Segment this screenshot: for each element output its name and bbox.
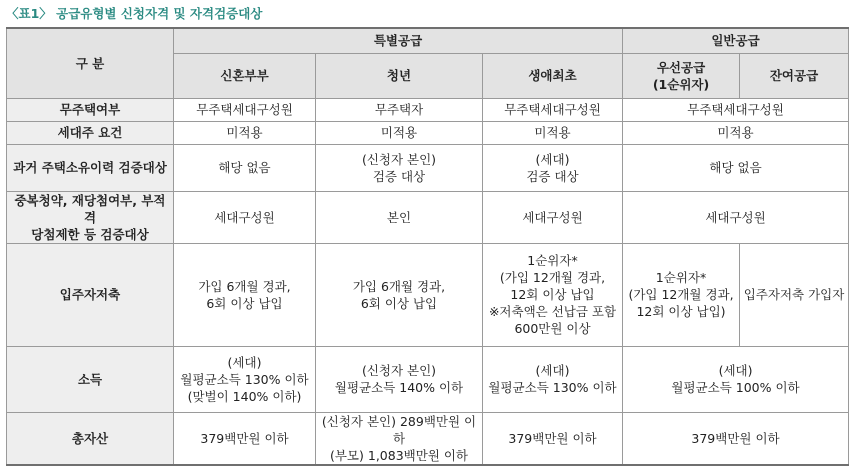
header-remaining: 잔여공급	[740, 53, 849, 98]
cell-text-line: 가입 6개월 경과,	[198, 278, 291, 294]
table-row-household-head	[7, 121, 849, 144]
cell-text-line: 월평균소득 100% 이하	[671, 380, 800, 395]
cell-savings-first-time	[483, 243, 623, 346]
cell-income-first-time	[483, 346, 623, 412]
cell-text-line: 600만원 이상	[514, 321, 591, 336]
table-row-past-ownership	[7, 144, 849, 191]
table-row-homeless	[7, 98, 849, 121]
cell-household-head-newlywed: 미적용	[174, 121, 316, 144]
row-label-duplicate	[7, 191, 174, 243]
cell-assets-newlywed: 379백만원 이하	[174, 412, 316, 465]
header-priority-line2: (1순위자)	[652, 76, 710, 92]
cell-household-head-youth: 미적용	[316, 121, 483, 144]
table-row-income	[7, 346, 849, 412]
cell-savings-newlywed	[174, 243, 316, 346]
cell-duplicate-youth: 본인	[316, 191, 483, 243]
row-label-line: 중복청약, 재당첨여부, 부적격	[14, 192, 166, 225]
cell-past-ownership-first-time	[483, 144, 623, 191]
table-row-savings	[7, 243, 849, 346]
cell-text-line: (가입 12개월 경과,	[628, 287, 734, 302]
cell-household-head-first-time: 미적용	[483, 121, 623, 144]
cell-text-line: (신청자 본인)	[361, 151, 437, 167]
row-label-assets: 총자산	[7, 412, 174, 465]
cell-text-line: 월평균소득 130% 이하	[180, 371, 309, 387]
cell-duplicate-first-time: 세대구성원	[483, 191, 623, 243]
eligibility-table	[6, 27, 849, 466]
cell-homeless-newlywed: 무주택세대구성원	[174, 98, 316, 121]
cell-assets-first-time: 379백만원 이하	[483, 412, 623, 465]
cell-text-line: 12회 이상 납입	[510, 287, 595, 302]
cell-text-line: (신청자 본인)	[361, 363, 437, 378]
cell-past-ownership-newlywed: 해당 없음	[174, 144, 316, 191]
cell-duplicate-newlywed: 세대구성원	[174, 191, 316, 243]
header-special-supply: 특별공급	[174, 28, 623, 53]
cell-homeless-general: 무주택세대구성원	[623, 98, 849, 121]
header-first-time: 생애최초	[483, 53, 623, 98]
row-label-savings: 입주자저축	[7, 243, 174, 346]
cell-savings-priority	[623, 243, 740, 346]
cell-text-line: 검증 대상	[526, 168, 579, 184]
cell-text-line: (가입 12개월 경과,	[499, 270, 606, 285]
header-newlywed: 신혼부부	[174, 53, 316, 98]
cell-text-line: 검증 대상	[372, 168, 426, 184]
cell-savings-remaining: 입주자저축 가입자	[740, 243, 849, 346]
cell-text-line: (세대)	[535, 363, 570, 378]
cell-text-line: 1순위자*	[527, 253, 578, 268]
cell-past-ownership-youth	[316, 144, 483, 191]
table-row-assets	[7, 412, 849, 465]
cell-text-line: (부모) 1,083백만원 이하	[329, 447, 468, 463]
cell-text-line: 6회 이상 납입	[360, 295, 438, 311]
cell-text-line: (세대)	[718, 363, 753, 378]
cell-text-line: (세대)	[535, 151, 570, 167]
cell-past-ownership-general: 해당 없음	[623, 144, 849, 191]
cell-text-line: ※저축액은 선납금 포함	[488, 304, 617, 319]
cell-text-line: 12회 이상 납입)	[636, 304, 726, 319]
header-category: 구 분	[7, 28, 174, 98]
cell-text-line: 월평균소득 140% 이하	[334, 380, 464, 395]
cell-text-line: (맞벌이 140% 이하)	[187, 388, 302, 404]
header-general-supply: 일반공급	[623, 28, 849, 53]
cell-text-line: (세대)	[227, 354, 262, 370]
header-priority-supply	[623, 53, 740, 98]
header-priority-line1: 우선공급	[656, 59, 706, 75]
cell-assets-youth	[316, 412, 483, 465]
cell-duplicate-general: 세대구성원	[623, 191, 849, 243]
cell-income-newlywed	[174, 346, 316, 412]
cell-text-line: (신청자 본인) 289백만원 이하	[321, 413, 477, 446]
cell-income-general	[623, 346, 849, 412]
cell-household-head-general: 미적용	[623, 121, 849, 144]
cell-homeless-youth: 무주택자	[316, 98, 483, 121]
table-row-duplicate	[7, 191, 849, 243]
cell-income-youth	[316, 346, 483, 412]
row-label-household-head: 세대주 요건	[7, 121, 174, 144]
cell-text-line: 6회 이상 납입	[206, 295, 283, 311]
row-label-line: 당첨제한 등 검증대상	[31, 226, 149, 242]
row-label-homeless: 무주택여부	[7, 98, 174, 121]
cell-text-line: 가입 6개월 경과,	[352, 278, 446, 294]
cell-assets-general: 379백만원 이하	[623, 412, 849, 465]
cell-savings-youth	[316, 243, 483, 346]
row-label-income: 소득	[7, 346, 174, 412]
row-label-past-ownership: 과거 주택소유이력 검증대상	[7, 144, 174, 191]
cell-text-line: 월평균소득 130% 이하	[488, 380, 617, 395]
cell-homeless-first-time: 무주택세대구성원	[483, 98, 623, 121]
table-caption: 〈표1〉 공급유형별 신청자격 및 자격검증대상	[6, 6, 263, 21]
header-youth: 청년	[316, 53, 483, 98]
header-row-1	[7, 28, 849, 53]
cell-text-line: 1순위자*	[655, 270, 707, 285]
